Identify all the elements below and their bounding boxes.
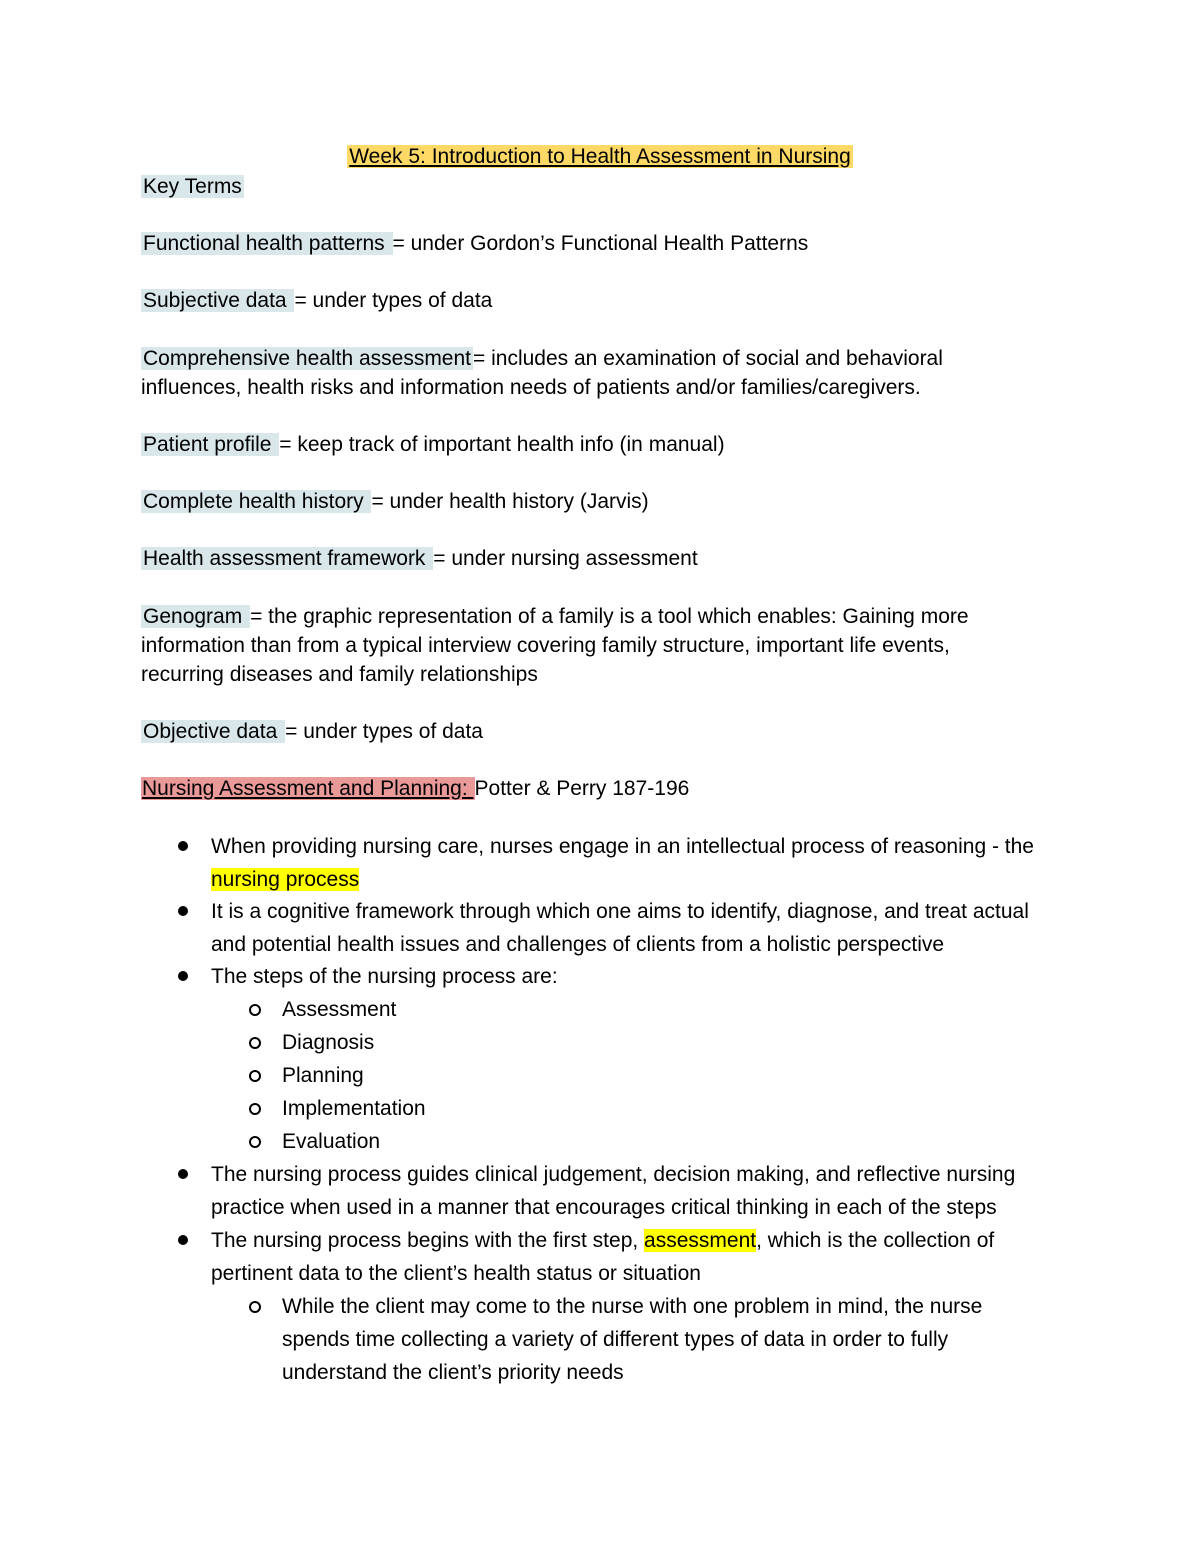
- list-item: It is a cognitive framework through which one aims to identify, diagnose, and treat actual and potential health issues and challenges of clients from a holistic perspective: [211, 895, 1041, 961]
- bullet-circle-icon: [249, 1301, 261, 1313]
- bullet-circle-icon: [249, 1070, 261, 1082]
- term-patient-profile: Patient profile = keep track of important health info (in manual): [143, 433, 725, 456]
- term-comprehensive-health-assessment: Comprehensive health assessment= includes an examination of social and behavioral influences, health risks and information needs of patients and/or families/caregivers.: [141, 347, 943, 399]
- sub-list-item: Implementation: [282, 1092, 982, 1125]
- bullet-circle-icon: [249, 1004, 261, 1016]
- bullet-dot-icon: [178, 1235, 188, 1245]
- list-item: The nursing process begins with the first step, assessment, which is the collection of pertinent data to the client’s health status or situation: [211, 1224, 1031, 1290]
- key-terms-heading: Key Terms: [143, 175, 242, 198]
- term-functional-health-patterns: Functional health patterns = under Gordon’s Functional Health Patterns: [143, 232, 809, 255]
- term-subjective-data: Subjective data = under types of data: [143, 289, 493, 312]
- sub-list-item: Diagnosis: [282, 1026, 982, 1059]
- term-complete-health-history: Complete health history = under health history (Jarvis): [143, 490, 649, 513]
- bullet-dot-icon: [178, 841, 188, 851]
- sub-list-item: Planning: [282, 1059, 982, 1092]
- bullet-circle-icon: [249, 1103, 261, 1115]
- bullet-circle-icon: [249, 1037, 261, 1049]
- term-objective-data: Objective data = under types of data: [143, 720, 483, 743]
- sub-list-item: While the client may come to the nurse with one problem in mind, the nurse spends time collecting a variety of different types of data in order to fully understand the client’s priority needs: [282, 1290, 1027, 1389]
- list-item: When providing nursing care, nurses engage in an intellectual process of reasoning - the nursing process: [211, 830, 1061, 896]
- bullet-dot-icon: [178, 906, 188, 916]
- list-item: The steps of the nursing process are:: [211, 960, 1061, 993]
- bullet-dot-icon: [178, 1169, 188, 1179]
- document-title: Week 5: Introduction to Health Assessment in Nursing: [349, 145, 851, 168]
- sub-list-item: Assessment: [282, 993, 982, 1026]
- sub-list-item: Evaluation: [282, 1125, 982, 1158]
- term-health-assessment-framework: Health assessment framework = under nursing assessment: [143, 547, 698, 570]
- term-genogram: Genogram = the graphic representation of a family is a tool which enables: Gaining more information than from a typical interview covering family structure, important life events, recurring diseases and family relationships: [141, 605, 969, 686]
- list-item: The nursing process guides clinical judgement, decision making, and reflective nursing practice when used in a manner that encourages critical thinking in each of the steps: [211, 1158, 1041, 1224]
- bullet-dot-icon: [178, 971, 188, 981]
- section-heading: Nursing Assessment and Planning: Potter & Perry 187-196: [142, 777, 690, 800]
- bullet-circle-icon: [249, 1136, 261, 1148]
